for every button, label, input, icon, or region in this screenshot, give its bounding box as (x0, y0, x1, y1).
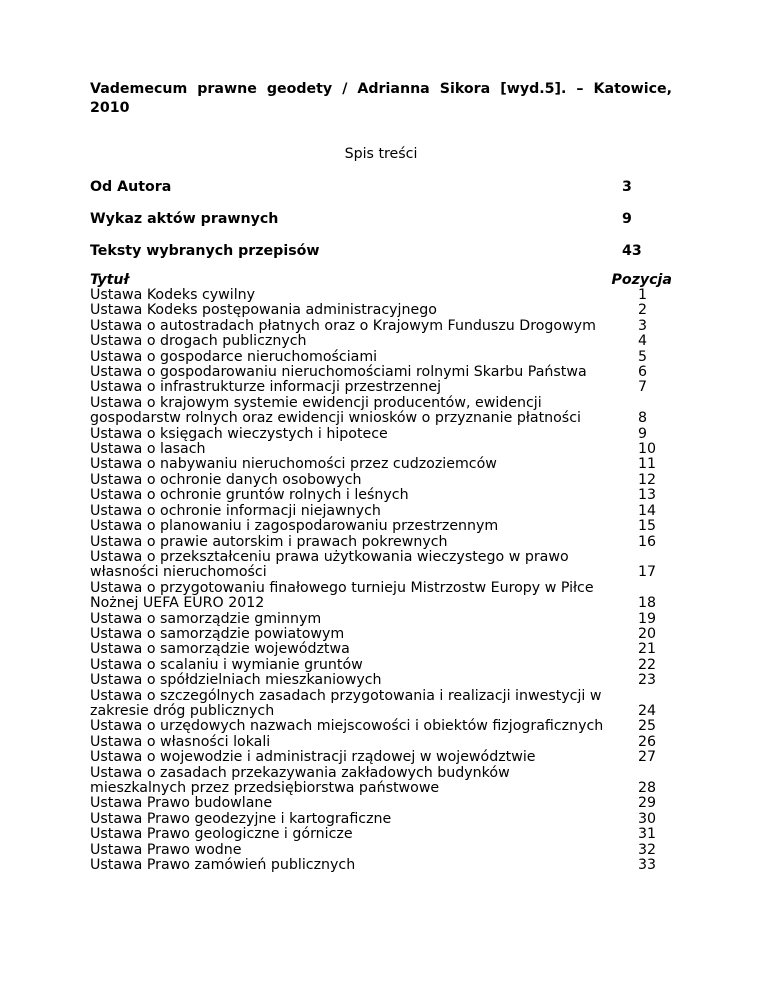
list-item (90, 303, 672, 318)
act-title: Ustawa o samorządzie województwa (90, 641, 350, 658)
act-position-number: 22 (638, 656, 657, 673)
act-position-number: 18 (638, 595, 657, 612)
act-title: Ustawa o księgach wieczystych i hipotece (90, 425, 388, 442)
list-item (90, 442, 672, 457)
act-position-number: 10 (638, 441, 657, 458)
list-item (90, 319, 672, 334)
act-position-number: 32 (638, 841, 657, 858)
act-position-number: 9 (638, 425, 648, 442)
list-item (90, 550, 672, 581)
list-item (90, 658, 672, 673)
act-title: Ustawa o własności lokali (90, 733, 271, 750)
act-position-number: 2 (638, 302, 648, 319)
list-item (90, 858, 672, 873)
act-title: Ustawa o samorządzie powiatowym (90, 625, 345, 642)
act-title: Ustawa o spółdzielniach mieszkaniowych (90, 672, 382, 689)
act-position-number: 12 (638, 471, 657, 488)
list-item (90, 457, 672, 472)
act-title: Ustawa o drogach publicznych (90, 333, 307, 350)
toc-heading: Spis treści (344, 146, 418, 162)
list-item (90, 750, 672, 765)
list-item (90, 581, 672, 612)
list-item (90, 735, 672, 750)
act-position-number: 31 (638, 826, 657, 843)
act-title: Ustawa Kodeks cywilny (90, 287, 256, 303)
act-position-number: 25 (638, 718, 657, 735)
section-entry-teksty-przepisow (90, 242, 672, 261)
section-entry-od-autora (90, 178, 672, 197)
list-item (90, 365, 672, 380)
act-title: Ustawa o przekształceniu prawa użytkowania wieczystego w prawo własności nieruchomości (90, 548, 569, 581)
act-position-number: 19 (638, 610, 657, 627)
act-position-number: 11 (638, 456, 657, 473)
act-title: Ustawa Kodeks postępowania administracyjnego (90, 302, 437, 319)
act-position-number: 8 (638, 410, 648, 427)
list-item (90, 488, 672, 503)
section-label: Teksty wybranych przepisów (90, 243, 320, 259)
list-item (90, 519, 672, 534)
act-position-number: 4 (638, 333, 648, 350)
list-item (90, 766, 672, 797)
list-item (90, 427, 672, 442)
list-item (90, 380, 672, 395)
list-item (90, 843, 672, 858)
act-position-number: 24 (638, 702, 657, 719)
list-item (90, 396, 672, 427)
act-position-number: 21 (638, 641, 657, 658)
act-title: Ustawa o ochronie informacji niejawnych (90, 502, 381, 519)
list-item (90, 288, 672, 303)
act-title: Ustawa o ochronie danych osobowych (90, 471, 362, 488)
act-title: Ustawa o zasadach przekazywania zakładowych budynków mieszkalnych przez przedsiębiorstwa państwowe (90, 764, 510, 796)
list-item (90, 334, 672, 349)
list-item (90, 627, 672, 642)
list-item (90, 612, 672, 627)
list-item (90, 812, 672, 827)
act-position-number: 5 (638, 348, 648, 365)
act-title: Ustawa o szczególnych zasadach przygotowania i realizacji inwestycji w zakresie dróg publicznych (90, 687, 602, 719)
act-title: Ustawa o planowaniu i zagospodarowaniu przestrzennym (90, 518, 499, 535)
list-item (90, 796, 672, 811)
act-title: Ustawa o infrastrukturze informacji przestrzennej (90, 379, 442, 396)
list-item (90, 535, 672, 550)
act-position-number: 33 (638, 857, 657, 874)
act-title: Ustawa Prawo wodne (90, 841, 242, 858)
act-position-number: 28 (638, 780, 657, 796)
act-title: Ustawa o autostradach płatnych oraz o Krajowym Funduszu Drogowym (90, 317, 596, 334)
title-column-header: Tytuł (90, 272, 129, 288)
act-position-number: 15 (638, 518, 657, 535)
act-title: Ustawa o przygotowaniu finałowego turnieju Mistrzostw Europy w Piłce Nożnej UEFA EURO 2012 (90, 579, 594, 612)
act-position-number: 17 (638, 564, 657, 581)
act-position-number: 7 (638, 379, 648, 396)
act-title: Ustawa Prawo zamówień publicznych (90, 857, 356, 874)
act-title: Ustawa o ochronie gruntów rolnych i leśnych (90, 487, 409, 504)
list-item (90, 673, 672, 688)
act-title: Ustawa o gospodarce nieruchomościami (90, 348, 378, 365)
act-title: Ustawa Prawo budowlane (90, 795, 273, 812)
list-item (90, 350, 672, 365)
list-item (90, 827, 672, 842)
act-position-number: 6 (638, 364, 648, 381)
act-title: Ustawa o wojewodzie i administracji rządowej w województwie (90, 749, 536, 766)
act-position-number: 13 (638, 487, 657, 504)
act-position-number: 26 (638, 733, 657, 750)
act-title: Ustawa Prawo geodezyjne i kartograficzne (90, 810, 392, 827)
act-title: Ustawa o samorządzie gminnym (90, 610, 322, 627)
section-label: Od Autora (90, 179, 172, 195)
act-title: Ustawa o krajowym systemie ewidencji producentów, ewidencji gospodarstw rolnych oraz ewidencji wniosków o przyznanie płatności (90, 394, 581, 427)
position-column-header: Pozycja (611, 272, 672, 288)
act-title: Ustawa o nabywaniu nieruchomości przez cudzoziemców (90, 456, 497, 473)
section-page-number: 43 (622, 243, 642, 259)
act-position-number: 27 (638, 749, 657, 766)
section-entry-wykaz-aktow (90, 210, 672, 229)
act-title: Ustawa o scalaniu i wymianie gruntów (90, 656, 363, 673)
act-title: Ustawa o lasach (90, 441, 206, 458)
section-page-number: 3 (622, 179, 632, 195)
section-label: Wykaz aktów prawnych (90, 211, 279, 227)
acts-list (90, 288, 672, 873)
act-position-number: 29 (638, 795, 657, 812)
act-position-number: 23 (638, 672, 657, 689)
act-title: Ustawa o gospodarowaniu nieruchomościami rolnymi Skarbu Państwa (90, 364, 587, 381)
act-position-number: 30 (638, 810, 657, 827)
act-title: Ustawa o urzędowych nazwach miejscowości i obiektów fizjograficznych (90, 718, 604, 735)
list-item (90, 473, 672, 488)
act-title: Ustawa Prawo geologiczne i górnicze (90, 826, 353, 843)
list-item (90, 504, 672, 519)
act-position-number: 1 (638, 287, 648, 303)
list-item (90, 719, 672, 734)
book-title: Vademecum prawne geodety / Adrianna Sikora [wyd.5]. – Katowice, 2010 (90, 81, 672, 116)
act-title: Ustawa o prawie autorskim i prawach pokrewnych (90, 533, 448, 550)
act-position-number: 16 (638, 533, 657, 550)
act-position-number: 14 (638, 502, 657, 519)
list-item (90, 689, 672, 720)
section-page-number: 9 (622, 211, 632, 227)
list-item (90, 642, 672, 657)
act-position-number: 3 (638, 317, 648, 334)
act-position-number: 20 (638, 625, 657, 642)
